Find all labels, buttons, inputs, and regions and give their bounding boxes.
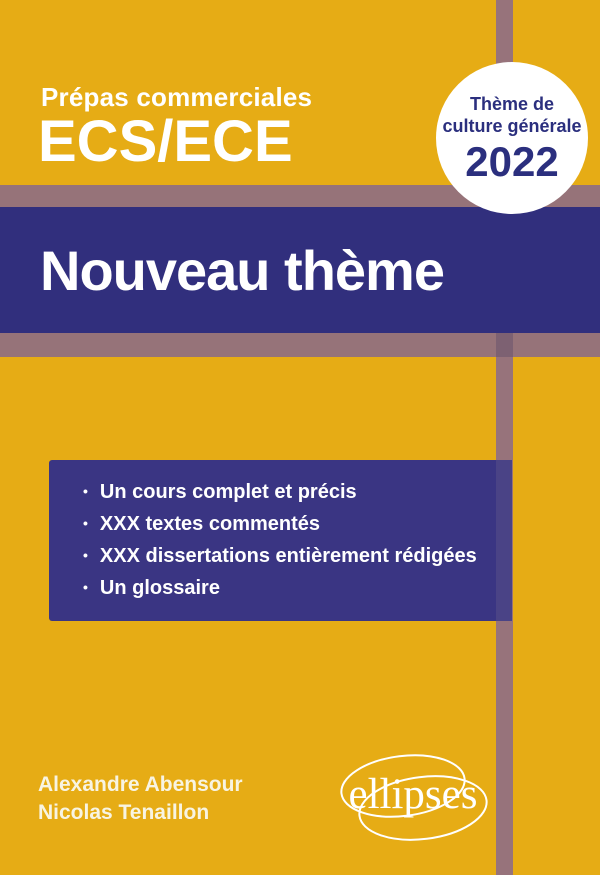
list-item bbox=[83, 509, 512, 541]
author-name: Nicolas Tenaillon bbox=[38, 801, 210, 824]
feature-text: Un cours complet et précis bbox=[99, 480, 357, 503]
series-line: Prépas commerciales bbox=[41, 82, 313, 112]
bullet-icon: • bbox=[83, 514, 88, 531]
theme-year-badge bbox=[436, 62, 588, 214]
badge-line-1: Thème de bbox=[469, 93, 555, 114]
ellipses-publisher-logo bbox=[331, 746, 495, 852]
series-name: ECS/ECE bbox=[38, 109, 293, 174]
badge-year: 2022 bbox=[465, 137, 559, 185]
list-item bbox=[83, 477, 512, 509]
title-band bbox=[0, 207, 600, 333]
badge-line-2: culture générale bbox=[442, 115, 582, 136]
feature-text: XXX dissertations entièrement rédigées bbox=[99, 544, 477, 567]
author-name: Alexandre Abensour bbox=[38, 773, 243, 796]
features-list bbox=[49, 477, 512, 605]
authors-block bbox=[38, 771, 243, 827]
list-item bbox=[83, 541, 512, 573]
publisher-logo-text: ellipses bbox=[348, 771, 478, 818]
book-title: Nouveau thème bbox=[40, 238, 444, 302]
bullet-icon: • bbox=[83, 578, 88, 595]
feature-text: Un glossaire bbox=[99, 576, 220, 599]
features-box bbox=[49, 460, 512, 621]
stripe-intersection-tint bbox=[496, 333, 513, 357]
series-block bbox=[38, 82, 312, 172]
bullet-icon: • bbox=[83, 482, 88, 499]
list-item bbox=[83, 573, 512, 605]
feature-text: XXX textes commentés bbox=[99, 512, 321, 535]
stripe-over-box-tint bbox=[496, 460, 512, 621]
bullet-icon: • bbox=[83, 546, 88, 563]
